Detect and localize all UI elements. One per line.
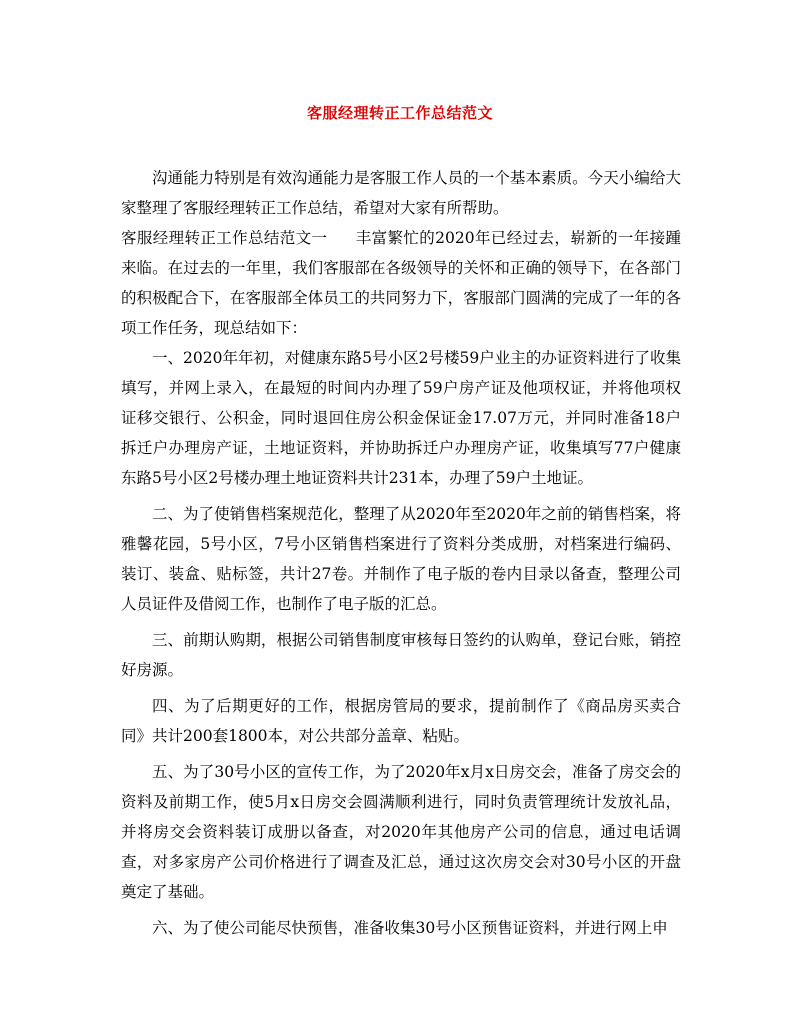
list-item: 二、为了使销售档案规范化，整理了从2020年至2020年之前的销售档案，将雅馨花园，5号小区，7号小区销售档案进行了资料分类成册，对档案进行编码、装订、装盒、贴标签，共计27卷。并制作了电子版的卷内目录以备查，整理公司人员证件及借阅工作，也制作了电子版的汇总。 <box>121 505 681 613</box>
opening-paragraph <box>121 223 681 343</box>
opening-text: 丰富繁忙的2020年已经过去，崭新的一年接踵来临。在过去的一年里，我们客服部在各级领导的关怀和正确的领导下，在各部门的积极配合下，在客服部全体员工的共同努力下，客服部门圆满的完成了一年的各项工作任务，现总结如下： <box>121 229 681 337</box>
section-heading: 客服经理转正工作总结范文一 <box>121 229 328 247</box>
list-item: 一、2020年年初，对健康东路5号小区2号楼59户业主的办证资料进行了收集填写，并网上录入，在最短的时间内办理了59户房产证及他项权证，并将他项权证移交银行、公积金，同时退回住房公积金保证金17.07万元，并同时准备18户拆迁户办理房产证，土地证资料，并协助拆迁户办理房产证，收集填写77户健康东路5号小区2号楼办理土地证资料共计231本，办理了59户土地证。 <box>121 349 681 487</box>
list-item: 三、前期认购期，根据公司销售制度审核每日签约的认购单，登记台账，销控好房源。 <box>121 631 681 679</box>
list-item: 五、为了30号小区的宣传工作，为了2020年x月x日房交会，准备了房交会的资料及前期工作，使5月x日房交会圆满顺利进行，同时负责管理统计发放礼品，并将房交会资料装订成册以备查，对2020年其他房产公司的信息，通过电话调查，对多家房产公司价格进行了调查及汇总，通过这次房交会对30号小区的开盘奠定了基础。 <box>121 763 681 901</box>
document-body <box>121 163 681 943</box>
document-title: 客服经理转正工作总结范文 <box>306 104 493 122</box>
list-item: 四、为了后期更好的工作，根据房管局的要求，提前制作了《商品房买卖合同》共计200套1800本，对公共部分盖章、粘贴。 <box>121 697 681 745</box>
intro-paragraph: 沟通能力特别是有效沟通能力是客服工作人员的一个基本素质。今天小编给大家整理了客服经理转正工作总结，希望对大家有所帮助。 <box>121 169 681 217</box>
list-item: 六、为了使公司能尽快预售，准备收集30号小区预售证资料，并进行网上申 <box>152 919 668 937</box>
